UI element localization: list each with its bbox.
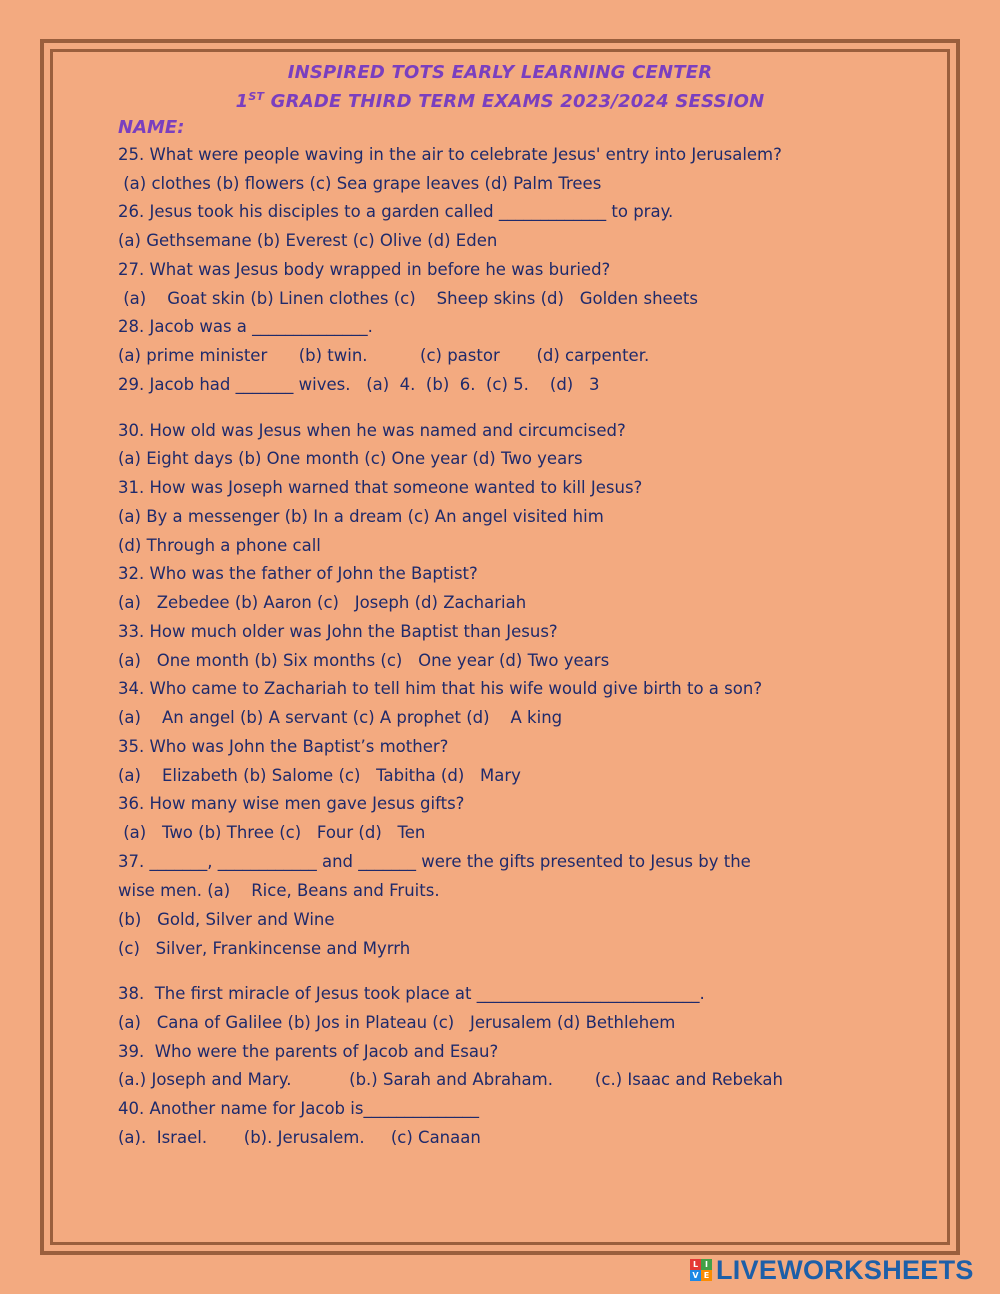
question-37: 37. _______, ____________ and _______ were the gifts presented to Jesus by the	[118, 852, 751, 871]
exam-title-rest: GRADE THIRD TERM EXAMS 2023/2024 SESSION	[264, 91, 765, 112]
question-34: 34. Who came to Zachariah to tell him that his wife would give birth to a son?	[118, 679, 763, 698]
options-30: (a) Eight days (b) One month (c) One year (d) Two years	[118, 449, 583, 468]
options-31-d: (d) Through a phone call	[118, 536, 321, 555]
options-33: (a) One month (b) Six months (c) One year (d) Two years	[118, 651, 610, 670]
question-27: 27. What was Jesus body wrapped in before he was buried?	[118, 260, 611, 279]
exam-title	[0, 90, 1000, 112]
options-38: (a) Cana of Galilee (b) Jos in Plateau (c) Jerusalem (d) Bethlehem	[118, 1013, 676, 1032]
question-36: 36. How many wise men gave Jesus gifts?	[118, 794, 465, 813]
options-28: (a) prime minister (b) twin. (c) pastor (d) carpenter.	[118, 346, 650, 365]
brand-text: LIVEWORKSHEETS	[716, 1254, 974, 1285]
question-29: 29. Jacob had _______ wives. (a) 4. (b) 6. (c) 5. (d) 3	[118, 375, 600, 394]
options-34: (a) An angel (b) A servant (c) A prophet (d) A king	[118, 708, 563, 727]
logo-letter-l: L	[690, 1259, 701, 1270]
options-26: (a) Gethsemane (b) Everest (c) Olive (d) Eden	[118, 231, 498, 250]
school-title: INSPIRED TOTS EARLY LEARNING CENTER	[287, 62, 713, 83]
options-40: (a). Israel. (b). Jerusalem. (c) Canaan	[118, 1128, 481, 1147]
liveworksheets-brand[interactable]	[690, 1254, 974, 1286]
question-37-cont: wise men. (a) Rice, Beans and Fruits.	[118, 881, 440, 900]
question-31: 31. How was Joseph warned that someone wanted to kill Jesus?	[118, 478, 643, 497]
options-25: (a) clothes (b) flowers (c) Sea grape leaves (d) Palm Trees	[118, 174, 602, 193]
exam-grade-suffix: ST	[248, 90, 265, 103]
exam-grade: 1	[235, 91, 249, 112]
options-35: (a) Elizabeth (b) Salome (c) Tabitha (d) Mary	[118, 766, 521, 785]
options-27: (a) Goat skin (b) Linen clothes (c) Sheep skins (d) Golden sheets	[118, 289, 698, 308]
liveworksheets-logo-icon	[690, 1259, 712, 1281]
logo-letter-e: E	[701, 1270, 712, 1281]
question-25: 25. What were people waving in the air to celebrate Jesus' entry into Jerusalem?	[118, 145, 782, 164]
options-36: (a) Two (b) Three (c) Four (d) Ten	[118, 823, 426, 842]
logo-letter-i: I	[701, 1259, 712, 1270]
question-32: 32. Who was the father of John the Baptist?	[118, 564, 478, 583]
logo-letter-v: V	[690, 1270, 701, 1281]
options-32: (a) Zebedee (b) Aaron (c) Joseph (d) Zachariah	[118, 593, 527, 612]
options-31: (a) By a messenger (b) In a dream (c) An angel visited him	[118, 507, 604, 526]
options-37-c: (c) Silver, Frankincense and Myrrh	[118, 939, 411, 958]
question-30: 30. How old was Jesus when he was named and circumcised?	[118, 421, 626, 440]
name-label: NAME:	[118, 117, 185, 138]
question-40: 40. Another name for Jacob is______________	[118, 1099, 479, 1118]
inner-border	[50, 49, 950, 1245]
question-33: 33. How much older was John the Baptist than Jesus?	[118, 622, 558, 641]
options-37-b: (b) Gold, Silver and Wine	[118, 910, 335, 929]
options-39: (a.) Joseph and Mary. (b.) Sarah and Abraham. (c.) Isaac and Rebekah	[118, 1070, 783, 1089]
question-38: 38. The first miracle of Jesus took place at ___________________________.	[118, 984, 705, 1003]
question-39: 39. Who were the parents of Jacob and Esau?	[118, 1042, 499, 1061]
question-28: 28. Jacob was a ______________.	[118, 317, 373, 336]
question-35: 35. Who was John the Baptist’s mother?	[118, 737, 449, 756]
question-26: 26. Jesus took his disciples to a garden called _____________ to pray.	[118, 202, 674, 221]
